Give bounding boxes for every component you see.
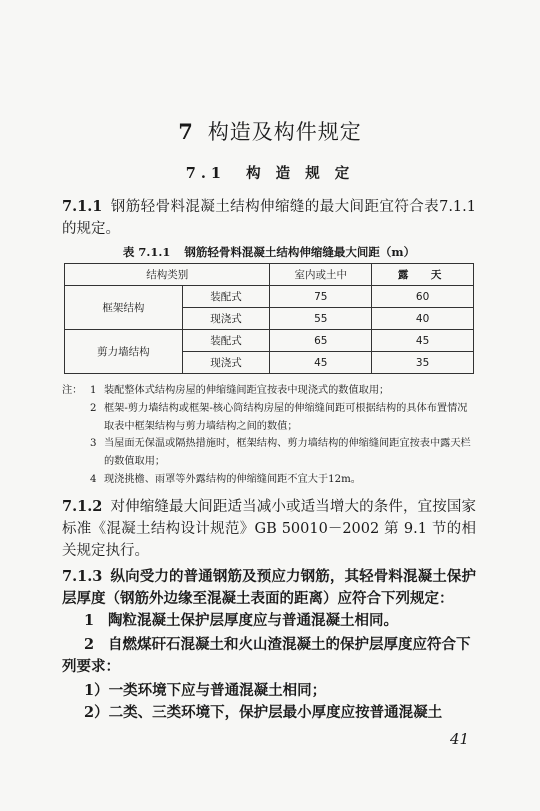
note-item <box>62 382 476 400</box>
method-cell: 现浇式 <box>182 352 270 374</box>
table-number: 表 7.1.1 <box>122 245 171 259</box>
note-text: 装配整体式结构房屋的伸缩缝间距宜按表中现浇式的数值取用； <box>104 385 390 396</box>
indoor-cell: 45 <box>270 352 372 374</box>
indoor-cell: 65 <box>270 330 372 352</box>
chapter-number: 7 <box>178 119 194 144</box>
clause-number: 7.1.2 <box>62 498 103 515</box>
method-cell: 装配式 <box>182 330 270 352</box>
item-text: 自燃煤矸石混凝土和火山渣混凝土的保护层厚度应符合下列要求： <box>62 636 471 675</box>
clause-7-1-2 <box>62 496 476 562</box>
note-text: 框架-剪力墙结构或框架-核心筒结构房屋的伸缩缝间距可根据结构的具体布置情况取表中框架结构与剪力墙结构之间的数值； <box>104 402 468 432</box>
indoor-cell: 75 <box>270 286 372 308</box>
note-number: 3 <box>90 438 97 450</box>
clause-text: 钢筋轻骨料混凝土结构伸缩缝的最大间距宜符合表7.1.1的规定。 <box>62 199 476 237</box>
table-notes <box>62 382 476 489</box>
note-number: 4 <box>90 473 97 485</box>
sub-item-number: 1） <box>84 682 109 699</box>
method-cell: 装配式 <box>182 286 270 308</box>
chapter-title <box>0 116 540 146</box>
note-text: 当屋面无保温或隔热措施时，框架结构、剪力墙结构的伸缩缝间距宜按表中露天栏的数值取用； <box>104 438 471 468</box>
page-number: 41 <box>450 730 470 748</box>
clause-7-1-3 <box>62 566 476 610</box>
method-cell: 现浇式 <box>182 308 270 330</box>
table-title: 钢筋轻骨料混凝土结构伸缩缝最大间距（m） <box>184 245 416 259</box>
section-number: 7.1 <box>185 165 226 182</box>
group-frame: 框架结构 <box>65 286 183 330</box>
item-number: 2 <box>84 636 95 653</box>
header-outdoor: 露 天 <box>372 264 474 286</box>
sub-item-text: 一类环境下应与普通混凝土相同； <box>108 682 327 699</box>
outdoor-cell: 35 <box>372 352 474 374</box>
table-caption <box>62 244 476 260</box>
group-shear-wall: 剪力墙结构 <box>65 330 183 374</box>
note-number: 1 <box>90 385 97 396</box>
indoor-cell: 55 <box>270 308 372 330</box>
outdoor-cell: 40 <box>372 308 474 330</box>
note-item <box>62 471 476 489</box>
table-header-row <box>65 264 474 286</box>
outdoor-cell: 60 <box>372 286 474 308</box>
note-item <box>62 435 476 471</box>
note-item <box>62 400 476 436</box>
sub-item-number: 2） <box>84 704 109 721</box>
section-title <box>0 162 540 183</box>
outdoor-cell: 45 <box>372 330 474 352</box>
table-row <box>65 330 474 352</box>
note-number: 2 <box>90 402 97 414</box>
clause-text: 对伸缩缝最大间距适当减小或适当增大的条件，宜按国家标准《混凝土结构设计规范》GB 50010－2002 第 9.1 节的相关规定执行。 <box>62 499 476 559</box>
note-text: 现浇挑檐、雨罩等外露结构的伸缩缝间距不宜大于12m。 <box>104 473 361 485</box>
clause-7-1-1 <box>62 196 476 240</box>
chapter-title-text: 构造及构件规定 <box>207 120 362 144</box>
list-item <box>62 610 476 632</box>
clause-number: 7.1.3 <box>62 568 103 585</box>
clause-number: 7.1.1 <box>62 198 103 215</box>
list-item <box>62 634 476 678</box>
table-row <box>65 286 474 308</box>
item-text: 陶粒混凝土保护层厚度应与普通混凝土相同。 <box>108 612 398 629</box>
sub-item <box>84 702 476 724</box>
header-structure-type: 结构类别 <box>65 264 270 286</box>
expansion-joint-table <box>64 263 474 374</box>
section-title-text: 构 造 规 定 <box>246 165 355 182</box>
item-number: 1 <box>84 612 95 629</box>
sub-item-text: 二类、三类环境下，保护层最小厚度应按普通混凝土 <box>108 704 443 721</box>
sub-item <box>84 680 476 702</box>
header-indoor: 室内或土中 <box>270 264 372 286</box>
notes-lead: 注： <box>62 385 83 396</box>
clause-text: 纵向受力的普通钢筋及预应力钢筋，其轻骨料混凝土保护层厚度（钢筋外边缘至混凝土表面的距离）应符合下列规定： <box>62 568 476 607</box>
